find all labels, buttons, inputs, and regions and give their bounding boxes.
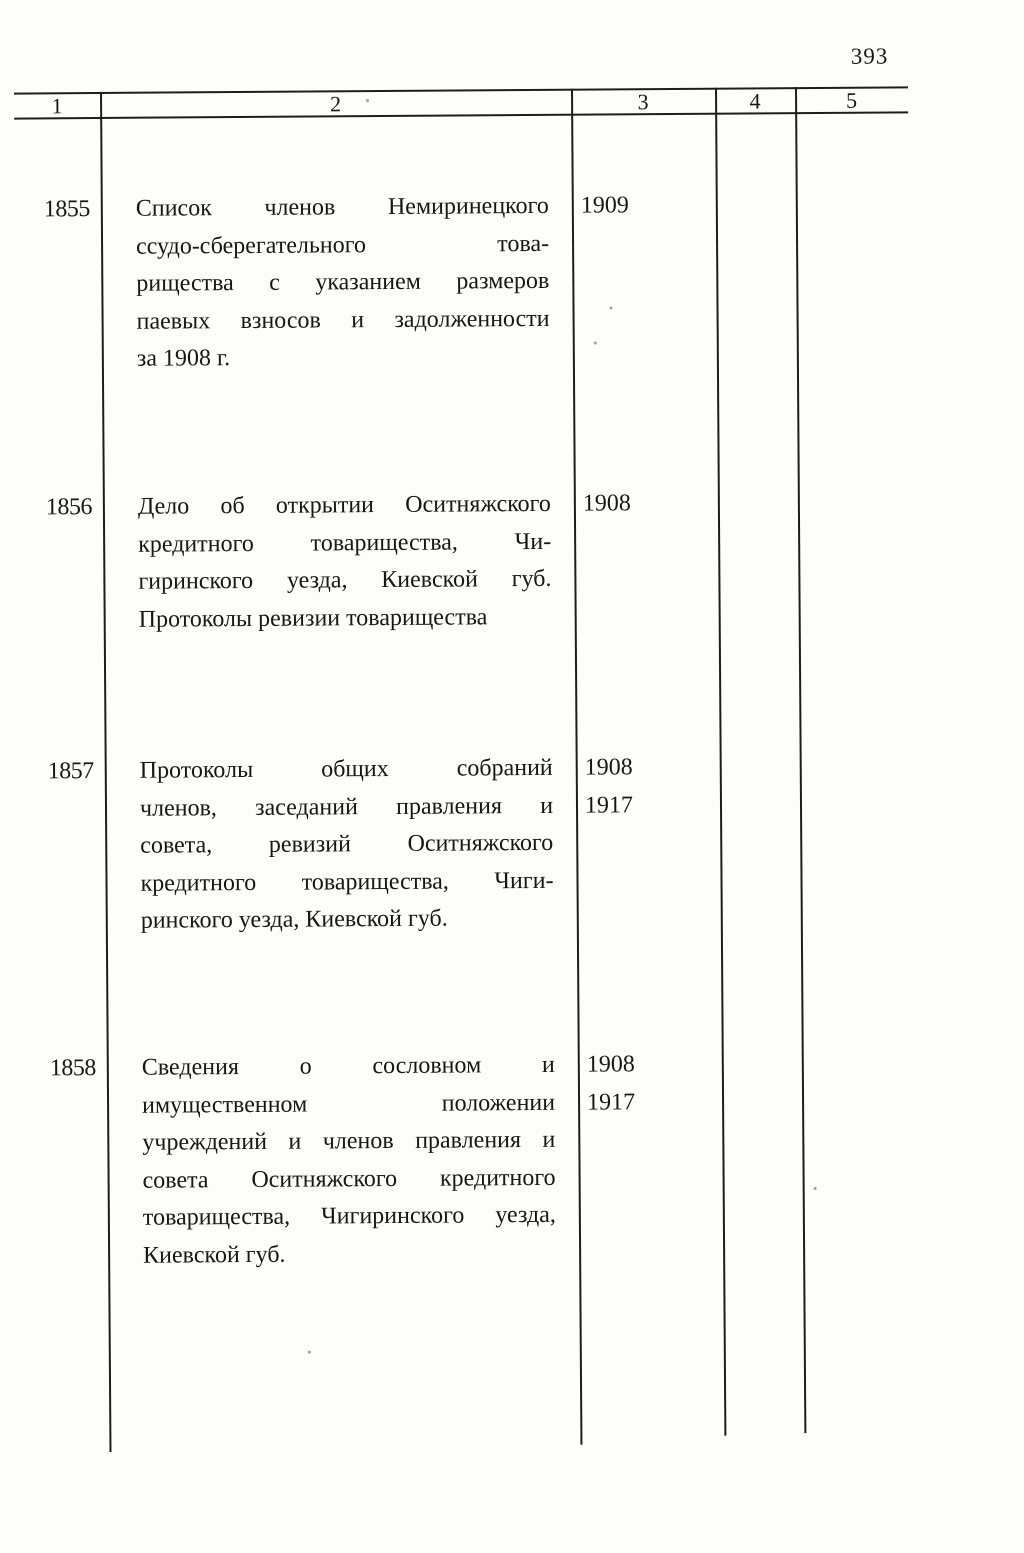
- year-value: 1917: [584, 791, 634, 819]
- column-header-2: 2: [330, 91, 342, 117]
- column-header-1: 1: [51, 93, 63, 119]
- description-line: Киевской губ.: [143, 1241, 286, 1269]
- scan-artifact-dot: [610, 306, 613, 309]
- case-description: [136, 188, 550, 378]
- column-header-3: 3: [637, 89, 649, 115]
- case-number: 1857: [47, 758, 94, 785]
- scan-artifact-dot: [594, 342, 597, 345]
- year-value: 1908: [584, 754, 633, 781]
- column-divider-4: [795, 87, 806, 1433]
- description-line: членов, заседаний правления и: [139, 792, 554, 822]
- year-value: 1909: [580, 192, 629, 219]
- case-description: [138, 486, 552, 639]
- year-value: 1908: [586, 1051, 635, 1078]
- description-line: Дело об открытии Оситняжского: [137, 490, 551, 520]
- year-value: 1917: [586, 1088, 636, 1116]
- year-value: 1908: [582, 490, 631, 517]
- description-line: товарищества, Чигиринского уезда,: [142, 1201, 556, 1231]
- description-line: учреждений и членов правления и: [142, 1126, 556, 1156]
- scan-artifact-dot: [366, 99, 369, 102]
- description-line: Сведения о сословном и: [141, 1051, 555, 1081]
- case-description: [140, 750, 554, 940]
- case-number: 1856: [45, 494, 92, 521]
- scan-artifact-dot: [814, 1187, 817, 1190]
- description-line: имущественном положении: [141, 1089, 556, 1119]
- description-line: ссудо-сберегательного това-: [135, 230, 550, 260]
- description-line: Список членов Немиринецкого: [135, 192, 549, 222]
- column-divider-2: [571, 89, 582, 1445]
- description-line: ринского уезда, Киевской губ.: [140, 905, 448, 934]
- description-line: совета Оситняжского кредитного: [142, 1164, 556, 1194]
- column-header-5: 5: [845, 87, 858, 113]
- case-number: 1855: [43, 196, 90, 223]
- scan-artifact-dot: [308, 1351, 311, 1354]
- case-number: 1858: [49, 1055, 96, 1082]
- case-years: [587, 1046, 668, 1122]
- case-years: [585, 749, 666, 825]
- case-years: [581, 187, 661, 225]
- description-line: кредитного товарищества, Чиги-: [140, 867, 554, 897]
- description-line: совета, ревизий Оситняжского: [140, 829, 554, 859]
- column-header-4: 4: [749, 88, 761, 114]
- description-line: Протоколы ревизии товарищества: [138, 603, 488, 633]
- case-years: [583, 485, 663, 523]
- description-line: рищества с указанием размеров: [136, 267, 550, 297]
- case-description: [142, 1047, 557, 1275]
- description-line: Протоколы общих собраний: [139, 754, 553, 784]
- description-line: гиринского уезда, Киевской губ.: [138, 565, 552, 595]
- description-line: паевых взносов и задолженности: [136, 305, 550, 335]
- description-line: кредитного товарищества, Чи-: [138, 528, 552, 558]
- column-divider-3: [715, 88, 726, 1436]
- description-line: за 1908 г.: [136, 345, 231, 372]
- page-number: 393: [850, 43, 889, 69]
